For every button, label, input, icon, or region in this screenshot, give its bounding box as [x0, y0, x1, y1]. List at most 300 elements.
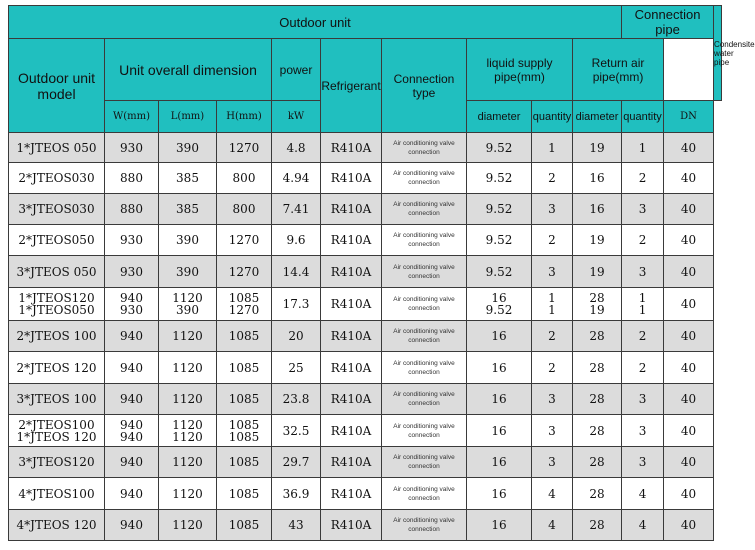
return-quantity-cell [622, 352, 664, 384]
return-diameter-cell-value: 28 [589, 392, 605, 406]
liquid-quantity-cell-value: 1 [548, 140, 556, 155]
model-cell [9, 321, 105, 352]
liquid-diameter-cell [467, 133, 532, 163]
dn-cell: 40 [664, 447, 714, 478]
liquid-quantity-cell-value: 1 [548, 291, 556, 305]
l-unit-header: L(mm) [159, 101, 217, 133]
return-diameter-cell-value: 28 [589, 518, 605, 532]
liquid-diameter-cell-value: 16 [491, 455, 507, 469]
liquid-diameter-cell [467, 225, 532, 256]
height-cell [217, 510, 272, 541]
height-cell-value: 1085 [228, 417, 260, 432]
model-cell [9, 384, 105, 415]
liquid-quantity-cell-value: 2 [548, 233, 556, 247]
liquid-quantity-cell [532, 225, 573, 256]
length-cell [159, 447, 217, 478]
return-diameter-cell-value: 16 [589, 202, 605, 216]
refrigerant-cell: R410A [321, 384, 382, 415]
power-cell: 36.9 [272, 478, 321, 510]
height-cell-value: 1085 [228, 329, 260, 343]
return-air-header: Return air pipe(mm) [573, 39, 664, 101]
height-cell-value: 1085 [228, 360, 260, 375]
return-quantity-cell-value: 3 [638, 202, 647, 216]
return-diameter-cell-value: 19 [589, 140, 605, 155]
power-cell: 20 [272, 321, 321, 352]
outdoor-unit-spec-table [8, 5, 755, 541]
liquid-diameter-cell-value: 16 [491, 392, 507, 406]
liquid-diameter-cell-value: 9.52 [485, 140, 513, 155]
connection-type-cell: Air conditioning valve connection [382, 321, 467, 352]
table-row [9, 510, 722, 541]
dn-cell: 40 [664, 225, 714, 256]
return-quantity-cell [622, 194, 664, 225]
table-row [9, 415, 722, 447]
table-row [9, 194, 722, 225]
return-quantity-cell [622, 225, 664, 256]
length-cell-value: 1120 [172, 360, 203, 375]
return-diameter-cell-value: 28 [589, 360, 605, 375]
length-cell-value: 390 [176, 264, 199, 279]
connection-type-cell: Air conditioning valve connection [382, 510, 467, 541]
height-cell-value: 1085 [228, 455, 260, 469]
liquid-quantity-cell [532, 288, 573, 321]
width-cell [105, 194, 159, 225]
model-cell [9, 163, 105, 194]
length-cell-value: 1120 [172, 291, 203, 305]
width-cell-value: 940 [120, 429, 143, 444]
return-diameter-cell [573, 256, 622, 288]
length-cell-value: 1120 [172, 417, 203, 432]
refrigerant-cell: R410A [321, 478, 382, 510]
liquid-diameter-cell-value: 9.52 [485, 171, 513, 185]
length-cell [159, 384, 217, 415]
dn-cell: 40 [664, 163, 714, 194]
liquid-quantity-cell [532, 321, 573, 352]
return-diameter-cell-value: 28 [589, 423, 605, 438]
width-cell [105, 510, 159, 541]
liquid-diameter-cell [467, 194, 532, 225]
connection-type-cell: Air conditioning valve connection [382, 288, 467, 321]
return-quantity-cell-value: 3 [638, 264, 647, 279]
model-cell-value: 4*JTEOS 120 [16, 518, 97, 532]
return-quantity-cell-value: 3 [638, 455, 647, 469]
power-cell: 23.8 [272, 384, 321, 415]
power-cell: 9.6 [272, 225, 321, 256]
return-quantity-cell [622, 133, 664, 163]
height-cell [217, 133, 272, 163]
liquid-quantity-cell [532, 510, 573, 541]
return-diameter-cell [573, 133, 622, 163]
length-cell [159, 510, 217, 541]
return-quantity-cell-value: 3 [638, 423, 647, 438]
connection-type-cell: Air conditioning valve connection [382, 447, 467, 478]
width-cell-value: 940 [120, 518, 143, 532]
table-row [9, 288, 722, 321]
liquid-quantity-cell-value: 3 [548, 264, 556, 279]
height-cell [217, 194, 272, 225]
table-row [9, 256, 722, 288]
length-cell [159, 163, 217, 194]
model-cell-value: 1*JTEOS050 [18, 303, 95, 317]
width-cell-value: 940 [120, 417, 143, 432]
height-cell-value: 1085 [228, 429, 260, 444]
liquid-diameter-cell-value: 9.52 [485, 202, 513, 216]
length-cell [159, 256, 217, 288]
return-quantity-cell-value: 4 [638, 518, 647, 532]
length-cell-value: 385 [176, 202, 199, 216]
liquid-quantity-cell-value: 4 [548, 518, 556, 532]
dn-cell: 40 [664, 194, 714, 225]
width-cell-value: 880 [120, 171, 143, 185]
return-quantity-cell [622, 415, 664, 447]
height-cell [217, 352, 272, 384]
power-cell: 17.3 [272, 288, 321, 321]
connection-type-cell: Air conditioning valve connection [382, 163, 467, 194]
table-row [9, 133, 722, 163]
length-cell-value: 1120 [172, 429, 203, 444]
refrigerant-cell: R410A [321, 194, 382, 225]
liquid-quantity-cell [532, 478, 573, 510]
width-cell-value: 940 [120, 360, 143, 375]
dn-unit-header: DN [664, 101, 714, 133]
height-cell-value: 800 [232, 171, 256, 185]
return-quantity-cell [622, 384, 664, 415]
liquid-quantity-cell-value: 2 [548, 360, 556, 375]
length-cell-value: 1120 [172, 486, 203, 501]
liquid-quantity-cell [532, 256, 573, 288]
table-row [9, 225, 722, 256]
power-cell: 4.94 [272, 163, 321, 194]
power-cell: 29.7 [272, 447, 321, 478]
length-cell [159, 194, 217, 225]
model-cell [9, 225, 105, 256]
return-diameter-cell [573, 321, 622, 352]
liquid-quantity-cell-value: 3 [548, 455, 556, 469]
return-quantity-cell [622, 288, 664, 321]
dn-cell: 40 [664, 415, 714, 447]
length-cell-value: 1120 [172, 518, 203, 532]
liquid-supply-header: liquid supply pipe(mm) [467, 39, 573, 101]
dn-cell: 40 [664, 510, 714, 541]
liquid-diameter-cell-value: 9.52 [485, 303, 513, 317]
width-cell [105, 133, 159, 163]
return-diameter-cell [573, 352, 622, 384]
model-cell [9, 256, 105, 288]
model-cell [9, 194, 105, 225]
return-diameter-cell [573, 163, 622, 194]
return-quantity-cell-value: 1 [638, 303, 647, 317]
liquid-diameter-cell [467, 256, 532, 288]
liquid-quantity-cell-value: 2 [548, 329, 556, 343]
table-row [9, 321, 722, 352]
height-cell [217, 256, 272, 288]
return-diameter-cell [573, 510, 622, 541]
model-cell-value: 1*JTEOS 050 [16, 140, 97, 155]
length-cell [159, 415, 217, 447]
connection-type-cell: Air conditioning valve connection [382, 352, 467, 384]
liquid-quantity-cell [532, 447, 573, 478]
refrigerant-cell: R410A [321, 288, 382, 321]
liquid-quantity-cell-value: 4 [548, 486, 556, 501]
width-cell-value: 940 [120, 455, 143, 469]
liquid-diameter-cell [467, 510, 532, 541]
return-quantity-cell-value: 2 [638, 329, 647, 343]
connection-type-cell: Air conditioning valve connection [382, 194, 467, 225]
connection-type-cell: Air conditioning valve connection [382, 384, 467, 415]
model-cell [9, 288, 105, 321]
return-quantity-header: quantity [622, 101, 664, 133]
liquid-quantity-cell [532, 194, 573, 225]
outdoor-unit-header: Outdoor unit [9, 6, 622, 39]
width-cell-value: 940 [120, 329, 143, 343]
return-diameter-cell [573, 194, 622, 225]
return-quantity-cell [622, 163, 664, 194]
table-row [9, 447, 722, 478]
model-cell-value: 3*JTEOS 100 [16, 392, 97, 406]
return-diameter-cell-value: 28 [589, 455, 605, 469]
width-cell-value: 930 [120, 140, 143, 155]
width-cell [105, 384, 159, 415]
width-cell [105, 478, 159, 510]
w-unit-header: W(mm) [105, 101, 159, 133]
return-quantity-cell-value: 2 [638, 360, 647, 375]
kw-unit-header: kW [272, 101, 321, 133]
model-cell-value: 1*JTEOS120 [18, 291, 95, 305]
spec-table-body [9, 133, 722, 541]
width-cell [105, 447, 159, 478]
return-quantity-cell-value: 1 [638, 140, 647, 155]
height-cell [217, 225, 272, 256]
height-cell-value: 1270 [228, 233, 260, 247]
power-cell: 7.41 [272, 194, 321, 225]
model-cell-value: 2*JTEOS030 [18, 171, 95, 185]
return-diameter-cell-value: 19 [589, 233, 605, 247]
length-cell-value: 390 [176, 140, 199, 155]
power-cell: 43 [272, 510, 321, 541]
height-cell-value: 1085 [228, 392, 260, 406]
dn-cell: 40 [664, 288, 714, 321]
model-cell-value: 4*JTEOS100 [18, 486, 95, 501]
model-cell-value: 2*JTEOS 100 [16, 329, 97, 343]
refrigerant-cell: R410A [321, 447, 382, 478]
dn-cell: 40 [664, 133, 714, 163]
liquid-diameter-cell-value: 16 [491, 423, 507, 438]
connection-type-cell: Air conditioning valve connection [382, 256, 467, 288]
model-cell-value: 2*JTEOS050 [18, 233, 95, 247]
length-cell [159, 478, 217, 510]
refrigerant-cell: R410A [321, 321, 382, 352]
refrigerant-header: Refrigerant [321, 39, 382, 133]
width-cell [105, 163, 159, 194]
width-cell [105, 415, 159, 447]
model-cell-value: 2*JTEOS100 [18, 417, 95, 432]
length-cell-value: 390 [176, 303, 199, 317]
liquid-diameter-cell-value: 9.52 [485, 264, 513, 279]
return-diameter-cell [573, 447, 622, 478]
connection-type-cell: Air conditioning valve connection [382, 415, 467, 447]
length-cell-value: 1120 [172, 455, 203, 469]
model-cell-value: 3*JTEOS030 [18, 202, 95, 216]
connection-type-cell: Air conditioning valve connection [382, 225, 467, 256]
refrigerant-cell: R410A [321, 225, 382, 256]
connection-type-cell: Air conditioning valve connection [382, 478, 467, 510]
return-quantity-cell-value: 2 [638, 233, 647, 247]
liquid-diameter-header: diameter [467, 101, 532, 133]
length-cell [159, 288, 217, 321]
model-cell [9, 415, 105, 447]
return-quantity-cell [622, 510, 664, 541]
length-cell-value: 390 [176, 233, 199, 247]
liquid-diameter-cell-value: 16 [491, 329, 507, 343]
return-diameter-cell [573, 225, 622, 256]
return-diameter-cell-value: 19 [589, 264, 605, 279]
liquid-quantity-cell-value: 1 [548, 303, 556, 317]
liquid-diameter-cell [467, 415, 532, 447]
liquid-diameter-cell-value: 16 [491, 360, 507, 375]
table-row [9, 478, 722, 510]
refrigerant-cell: R410A [321, 256, 382, 288]
height-cell-value: 1270 [228, 140, 260, 155]
power-cell: 4.8 [272, 133, 321, 163]
refrigerant-cell: R410A [321, 415, 382, 447]
return-quantity-cell-value: 1 [638, 291, 647, 305]
height-cell [217, 478, 272, 510]
model-cell [9, 133, 105, 163]
length-cell-value: 1120 [172, 329, 203, 343]
liquid-quantity-cell [532, 352, 573, 384]
model-cell-value: 1*JTEOS 120 [16, 429, 97, 444]
width-cell [105, 288, 159, 321]
table-row [9, 384, 722, 415]
width-cell-value: 940 [120, 392, 143, 406]
width-cell-value: 940 [120, 486, 143, 501]
height-cell [217, 415, 272, 447]
return-quantity-cell [622, 256, 664, 288]
dn-cell: 40 [664, 352, 714, 384]
return-quantity-cell-value: 3 [638, 392, 647, 406]
width-cell [105, 321, 159, 352]
return-diameter-cell-value: 16 [589, 171, 605, 185]
model-cell [9, 510, 105, 541]
length-cell-value: 1120 [172, 392, 203, 406]
width-cell-value: 880 [120, 202, 143, 216]
return-quantity-cell-value: 4 [638, 486, 647, 501]
connection-type-header: Connection type [382, 39, 467, 133]
height-cell [217, 447, 272, 478]
height-cell [217, 163, 272, 194]
refrigerant-cell: R410A [321, 352, 382, 384]
liquid-diameter-cell [467, 384, 532, 415]
return-diameter-cell [573, 415, 622, 447]
connection-pipe-header: Connection pipe [622, 6, 714, 39]
dimension-header: Unit overall dimension [105, 39, 272, 101]
connection-type-cell: Air conditioning valve connection [382, 133, 467, 163]
model-cell [9, 352, 105, 384]
return-quantity-cell [622, 321, 664, 352]
h-unit-header: H(mm) [217, 101, 272, 133]
height-cell-value: 800 [232, 202, 256, 216]
model-header: Outdoor unit model [9, 39, 105, 133]
return-quantity-cell [622, 478, 664, 510]
width-cell-value: 930 [120, 233, 143, 247]
return-diameter-cell-value: 19 [589, 303, 605, 317]
condensate-pipe-header: Condensite water pipe [714, 6, 722, 101]
length-cell-value: 385 [176, 171, 199, 185]
dn-cell: 40 [664, 478, 714, 510]
table-row [9, 163, 722, 194]
model-cell [9, 447, 105, 478]
width-cell [105, 352, 159, 384]
power-cell: 25 [272, 352, 321, 384]
return-diameter-header: diameter [573, 101, 622, 133]
liquid-diameter-cell [467, 352, 532, 384]
liquid-diameter-cell [467, 163, 532, 194]
height-cell-value: 1085 [228, 518, 260, 532]
model-cell-value: 2*JTEOS 120 [16, 360, 97, 375]
width-cell [105, 256, 159, 288]
liquid-diameter-cell [467, 321, 532, 352]
refrigerant-cell: R410A [321, 510, 382, 541]
liquid-quantity-cell [532, 415, 573, 447]
table-row [9, 352, 722, 384]
liquid-diameter-cell-value: 16 [491, 486, 507, 501]
height-cell-value: 1085 [228, 291, 260, 305]
height-cell [217, 288, 272, 321]
liquid-quantity-cell [532, 133, 573, 163]
liquid-diameter-cell-value: 9.52 [485, 233, 513, 247]
length-cell [159, 225, 217, 256]
height-cell [217, 384, 272, 415]
liquid-quantity-cell-value: 3 [548, 423, 556, 438]
width-cell-value: 940 [120, 291, 143, 305]
liquid-diameter-cell-value: 16 [491, 291, 507, 305]
height-cell-value: 1270 [228, 303, 260, 317]
dn-cell: 40 [664, 384, 714, 415]
power-cell: 14.4 [272, 256, 321, 288]
power-cell: 32.5 [272, 415, 321, 447]
return-diameter-cell-value: 28 [589, 329, 605, 343]
length-cell [159, 133, 217, 163]
height-cell-value: 1270 [228, 264, 260, 279]
return-diameter-cell [573, 478, 622, 510]
height-cell [217, 321, 272, 352]
power-header: power [272, 39, 321, 101]
length-cell [159, 321, 217, 352]
liquid-quantity-header: quantity [532, 101, 573, 133]
liquid-quantity-cell-value: 2 [548, 171, 556, 185]
return-diameter-cell [573, 288, 622, 321]
width-cell-value: 930 [120, 303, 143, 317]
liquid-diameter-cell [467, 478, 532, 510]
width-cell-value: 930 [120, 264, 143, 279]
model-cell-value: 3*JTEOS120 [18, 455, 95, 469]
return-diameter-cell-value: 28 [589, 291, 605, 305]
dn-cell: 40 [664, 321, 714, 352]
refrigerant-cell: R410A [321, 133, 382, 163]
width-cell [105, 225, 159, 256]
liquid-quantity-cell [532, 384, 573, 415]
refrigerant-cell: R410A [321, 163, 382, 194]
return-quantity-cell [622, 447, 664, 478]
return-diameter-cell-value: 28 [589, 486, 605, 501]
return-quantity-cell-value: 2 [638, 171, 647, 185]
liquid-quantity-cell-value: 3 [548, 392, 556, 406]
liquid-quantity-cell-value: 3 [548, 202, 556, 216]
dn-cell: 40 [664, 256, 714, 288]
model-cell [9, 478, 105, 510]
liquid-quantity-cell [532, 163, 573, 194]
height-cell-value: 1085 [228, 486, 260, 501]
